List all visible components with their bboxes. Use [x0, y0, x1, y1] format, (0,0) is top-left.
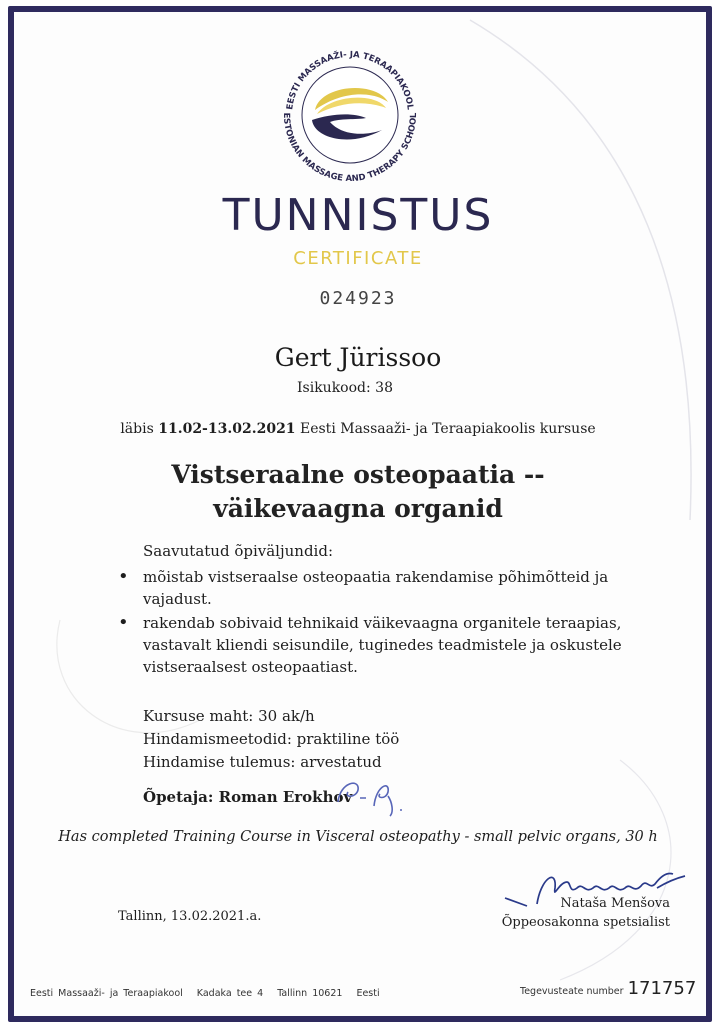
recipient-name: Gert Jürissoo — [274, 343, 442, 372]
teacher-name: Õpetaja: Roman Erokhov — [143, 788, 353, 806]
teacher-signature — [330, 772, 420, 818]
recipient-id-code: Isikukood: 38 — [297, 380, 393, 396]
license-label: Tegevusteate number — [520, 986, 624, 997]
logo-ring-text-bottom: ESTONIAN MASSAGE AND THERAPY SCHOOL — [280, 112, 420, 185]
logo-ring-text-top: EESTI MASSAAŽI- JA TERAAPIAKOOL — [285, 49, 415, 111]
signer-block — [470, 894, 670, 932]
footer-country: Eesti — [356, 988, 380, 999]
course-title: Vistseraalne osteopaatia -- väikevaagna organid — [171, 460, 545, 523]
completion-dates: 11.02-13.02.2021 — [158, 421, 296, 437]
english-statement: Has completed Training Course in Visceral osteopathy - small pelvic organs, 30 h — [58, 829, 658, 845]
outcomes-heading: Saavutatud õpiväljundid: — [143, 542, 333, 560]
certificate-title: TUNNISTUS — [222, 190, 494, 241]
footer-school: Eesti Massaaži- ja Teraapiakool — [30, 988, 183, 999]
completion-line — [0, 421, 716, 437]
place-and-date: Tallinn, 13.02.2021.a. — [118, 909, 262, 924]
license-number: 171757 — [627, 978, 697, 999]
completion-prefix: läbis — [120, 421, 159, 437]
footer-street: Kadaka tee 4 — [196, 988, 264, 999]
assessment-result: Hindamise tulemus: arvestatud — [143, 753, 382, 771]
outcome-item: • rakendab sobivaid tehnikaid väikevaagna organitele teraapias, vastavalt kliendi seisundile, tuginedes teadmistele ja oskustele vistseraalsest osteopaatiast. — [143, 612, 623, 678]
footer-city: Tallinn 10621 — [277, 988, 343, 999]
course-details — [143, 705, 399, 774]
learning-outcomes — [143, 540, 623, 680]
assessment-methods: Hindamismeetodid: praktiline töö — [143, 730, 400, 748]
course-volume: Kursuse maht: 30 ak/h — [143, 707, 315, 725]
signer-name: Nataša Menšova — [560, 896, 670, 911]
outcome-item: • mõistab vistseraalse osteopaatia rakendamise põhimõtteid ja vajadust. — [143, 566, 623, 610]
school-logo — [270, 40, 430, 190]
footer-license — [520, 978, 696, 999]
certificate-number: 024923 — [319, 288, 397, 309]
certificate-subtitle: CERTIFICATE — [293, 248, 423, 269]
signer-title: Õppeosakonna spetsialist — [501, 915, 670, 930]
footer-address — [30, 988, 394, 999]
outcomes-list — [143, 566, 623, 678]
completion-suffix: Eesti Massaaži- ja Teraapiakoolis kursuse — [295, 421, 596, 437]
